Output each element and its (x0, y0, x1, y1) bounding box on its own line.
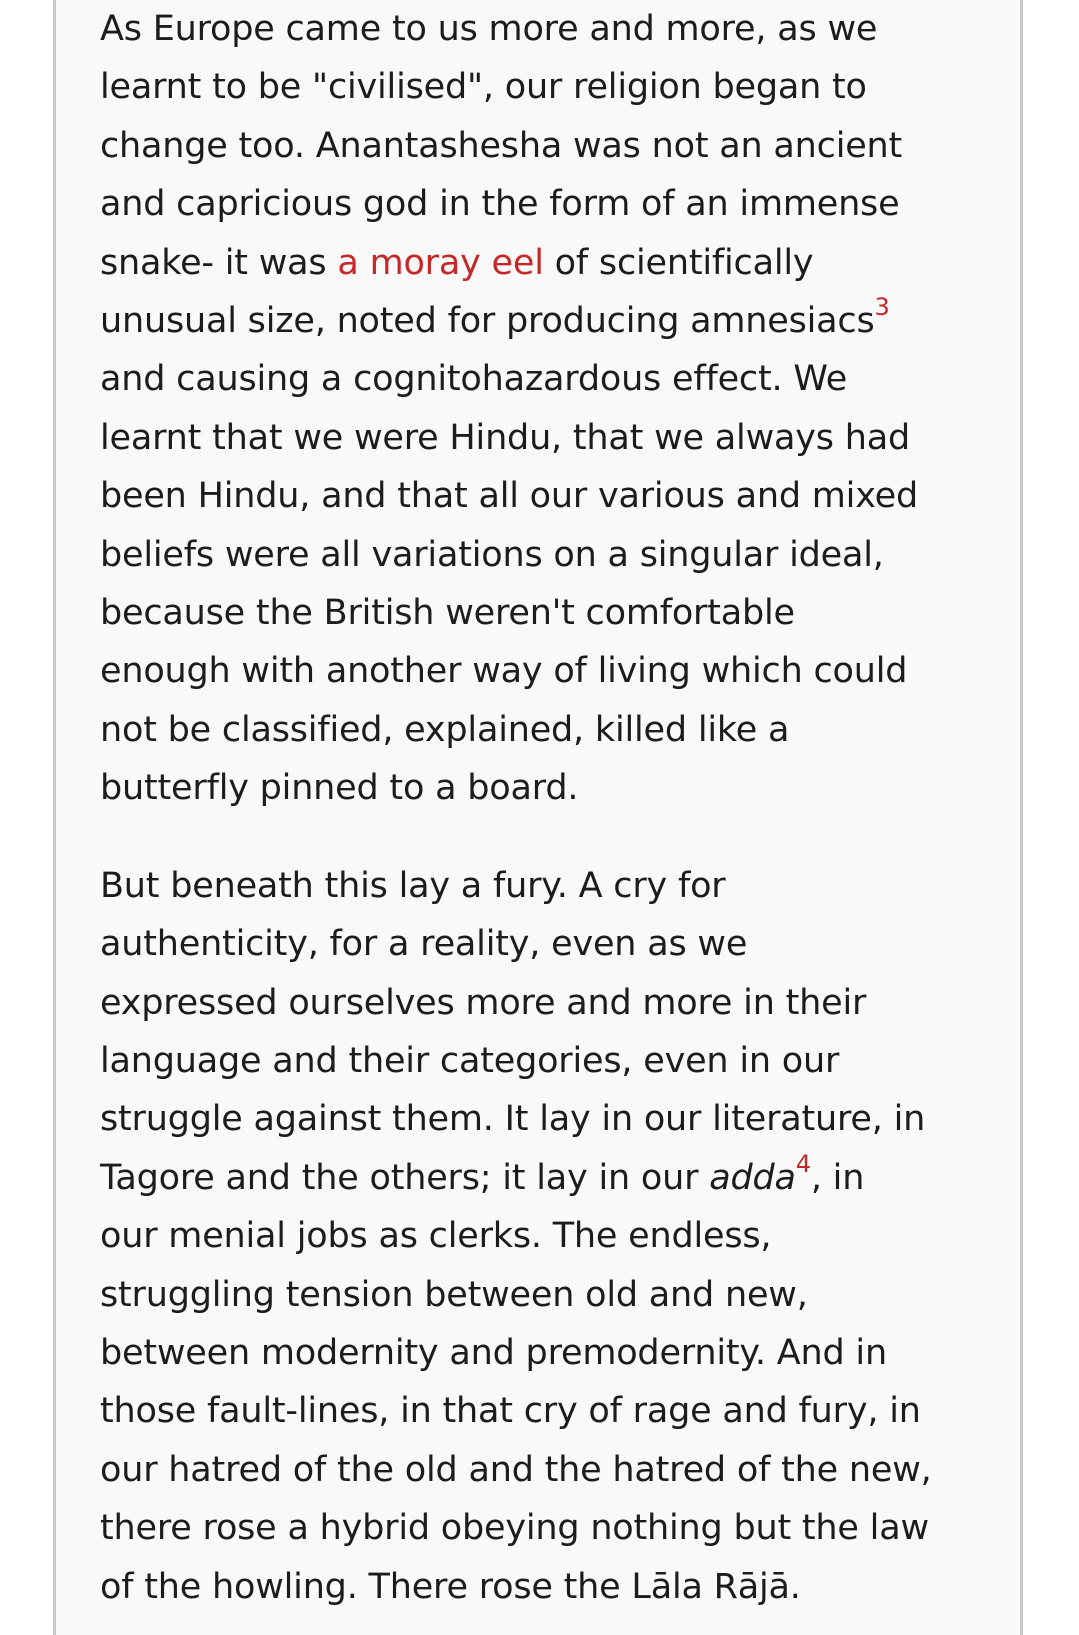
text-line: our hatred of the old and the hatred of the new, (100, 1449, 932, 1490)
footnote-link-4[interactable]: 4 (795, 1149, 811, 1178)
text-line: beliefs were all variations on a singular ideal, (100, 534, 884, 575)
text-line: learnt to be "civilised", our religion began to (100, 67, 867, 108)
text-line: and causing a cognitohazardous effect. We (100, 359, 848, 400)
text-line (100, 234, 1000, 292)
text-fragment: of scientifically (543, 242, 814, 283)
text-line: of the howling. There rose the Lāla Rājā. (100, 1566, 801, 1607)
text-fragment: snake- it was (100, 242, 338, 283)
text-line: change too. Anantashesha was not an ancient (100, 125, 903, 166)
text-line (100, 292, 1000, 350)
paragraph-2 (100, 857, 1000, 1616)
text-line: language and their categories, even in our (100, 1040, 840, 1081)
text-line: not be classified, explained, killed like a (100, 709, 790, 750)
text-line: between modernity and premodernity. And in (100, 1332, 887, 1373)
text-fragment: , in (810, 1157, 865, 1198)
text-line: and capricious god in the form of an immense (100, 184, 900, 225)
text-line: struggle against them. It lay in our literature, in (100, 1099, 926, 1140)
text-line: expressed ourselves more and more in their (100, 982, 867, 1023)
text-line: been Hindu, and that all our various and mixed (100, 476, 918, 517)
text-line: our menial jobs as clerks. The endless, (100, 1216, 772, 1257)
text-line (100, 1149, 1000, 1207)
text-line: struggling tension between old and new, (100, 1274, 808, 1315)
paragraph-1 (100, 0, 1000, 818)
footnote-ref-3 (875, 293, 890, 321)
text-line: enough with another way of living which could (100, 651, 908, 692)
text-line: learnt that we were Hindu, that we always had (100, 417, 910, 458)
moray-eel-link[interactable]: a moray eel (337, 242, 544, 283)
adda-term: adda (709, 1157, 796, 1198)
article-body (100, 0, 1000, 1616)
text-line: As Europe came to us more and more, as we (100, 9, 878, 49)
text-fragment: unusual size, noted for producing amnesiacs (100, 301, 875, 342)
footnote-link-3[interactable]: 3 (874, 293, 890, 322)
text-line: those fault-lines, in that cry of rage and fury, in (100, 1391, 921, 1432)
text-line: there rose a hybrid obeying nothing but the law (100, 1508, 929, 1549)
text-line: But beneath this lay a fury. A cry for (100, 865, 726, 906)
text-line: authenticity, for a reality, even as we (100, 924, 748, 965)
text-line: because the British weren't comfortable (100, 593, 795, 634)
text-line: butterfly pinned to a board. (100, 768, 579, 809)
text-fragment: Tagore and the others; it lay in our (100, 1157, 710, 1198)
footnote-ref-4 (796, 1150, 811, 1178)
